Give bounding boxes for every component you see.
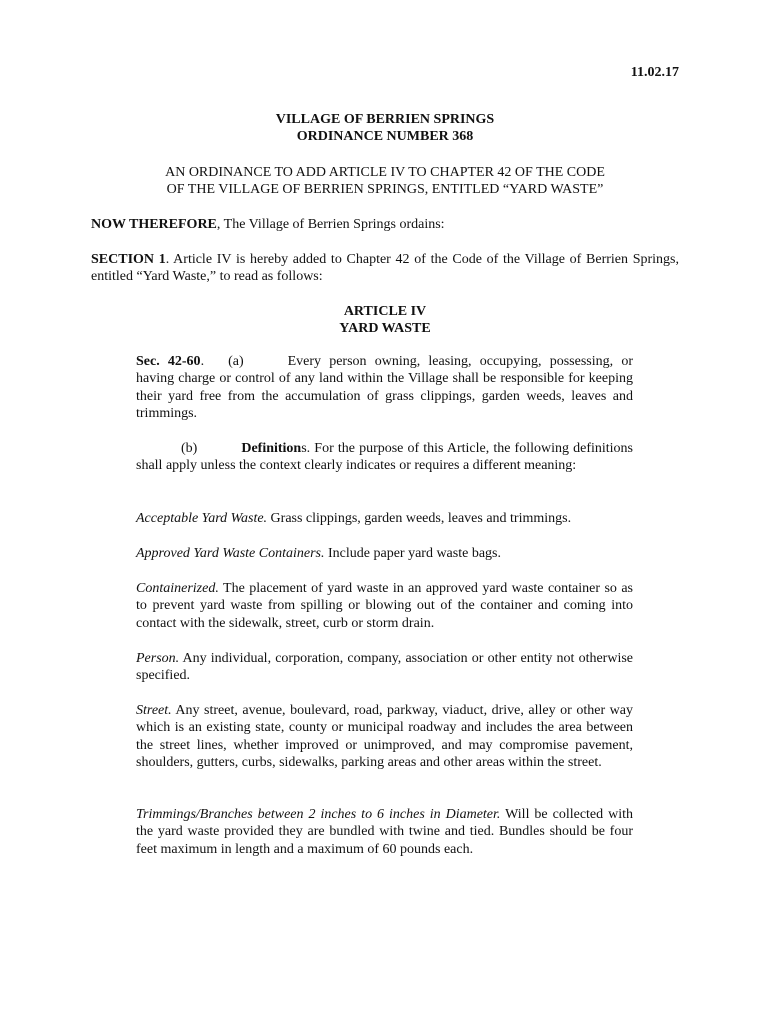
now-therefore-lead: NOW THEREFORE	[91, 217, 217, 232]
definition-text: The placement of yard waste in an approved yard waste container so as to prevent yard waste from spilling or blowing out of the container and coming into contact with the sidewalk, street, curb or storm drain.	[136, 581, 633, 631]
sec-label-period: .	[200, 354, 205, 369]
ordinance-description-line-1: AN ORDINANCE TO ADD ARTICLE IV TO CHAPTER 42 OF THE CODE	[165, 165, 605, 180]
article-subheading: YARD WASTE	[339, 321, 431, 336]
definitions-term-tail: s	[301, 441, 307, 456]
subsection-b-marker: (b)	[181, 441, 198, 456]
document-date: 11.02.17	[630, 65, 679, 80]
definition-term: Street.	[136, 703, 172, 718]
definition-text: Any individual, corporation, company, association or other entity not otherwise specified.	[136, 651, 633, 684]
section-1-paragraph	[91, 251, 679, 286]
definition-trimmings-branches	[136, 806, 633, 858]
title-ordinance-number: ORDINANCE NUMBER 368	[296, 129, 474, 144]
now-therefore-text: , The Village of Berrien Springs ordains:	[216, 217, 445, 232]
definition-approved-containers	[136, 545, 633, 562]
article-heading: ARTICLE IV	[343, 304, 427, 319]
definition-text: Include paper yard waste bags.	[324, 546, 501, 561]
subsection-a-marker: (a)	[228, 354, 244, 369]
title-village: VILLAGE OF BERRIEN SPRINGS	[275, 112, 495, 127]
subsection-a-text: Every person owning, leasing, occupying, possessing, or having charge or control of any land within the Village shall be responsible for keeping their yard free from the accumulation of grass clippings, garden weeds, leaves and trimmings.	[136, 354, 633, 422]
definition-text: Grass clippings, garden weeds, leaves and trimmings.	[267, 511, 572, 526]
definition-term: Person.	[136, 651, 180, 666]
definition-term: Containerized.	[136, 581, 219, 596]
section-1-text: . Article IV is hereby added to Chapter 42 of the Code of the Village of Berrien Springs, entitled “Yard Waste,” to read as follows:	[91, 252, 679, 285]
definition-acceptable-yard-waste	[136, 510, 633, 527]
definition-term: Approved Yard Waste Containers.	[136, 546, 325, 561]
subsection-b-text: . For the purpose of this Article, the following definitions shall apply unless the context clearly indicates or requires a different meaning:	[136, 441, 633, 474]
definition-term: Trimmings/Branches between 2 inches to 6 inches in Diameter.	[136, 807, 501, 822]
sec-42-60-paragraph-a	[136, 353, 633, 423]
definition-street	[136, 702, 633, 772]
now-therefore-paragraph	[91, 216, 679, 233]
section-1-lead: SECTION 1	[91, 252, 166, 267]
ordinance-description-line-2: OF THE VILLAGE OF BERRIEN SPRINGS, ENTITLED “YARD WASTE”	[166, 182, 604, 197]
definitions-term: Definition	[241, 441, 302, 456]
definition-person	[136, 650, 633, 685]
definition-text: Any street, avenue, boulevard, road, parkway, viaduct, drive, alley or other way which is an existing state, county or municipal roadway and includes the area between the street lines, whether improved or unimproved, and may compromise pavement, shoulders, gutters, curbs, sidewalks, parking areas and other areas within the street.	[136, 703, 633, 771]
sec-label: Sec. 42-60	[136, 354, 201, 369]
sec-42-60-paragraph-b	[136, 440, 633, 475]
definition-containerized	[136, 580, 633, 632]
definition-text: Will be collected with the yard waste provided they are bundled with twine and tied. Bundles should be four feet maximum in length and a maximum of 60 pounds each.	[136, 807, 633, 857]
definition-term: Acceptable Yard Waste.	[136, 511, 268, 526]
